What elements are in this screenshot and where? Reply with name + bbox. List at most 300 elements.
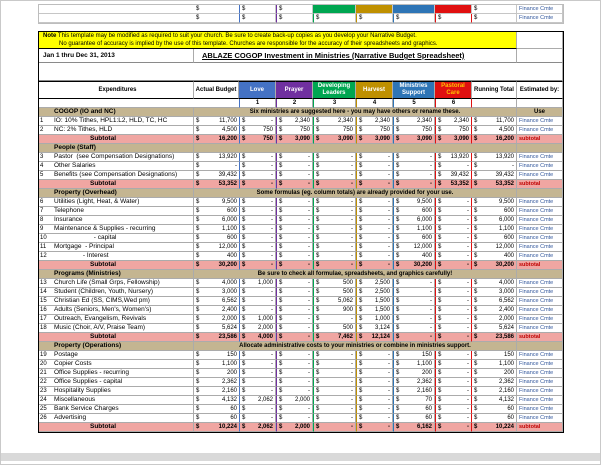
allocation-cell[interactable]	[393, 225, 435, 234]
estimated-by-cell[interactable]: Finance Cmte	[517, 162, 563, 171]
allocation-cell[interactable]	[356, 126, 393, 135]
expenditure-label[interactable]: - capital	[52, 234, 194, 243]
allocation-cell[interactable]	[239, 216, 276, 225]
running-total-cell[interactable]	[472, 225, 517, 234]
expenditure-label[interactable]: Bank Service Charges	[52, 405, 194, 414]
subtotal-allocation-cell[interactable]	[313, 135, 356, 144]
estimated-by-cell[interactable]: Finance Cmte	[517, 234, 563, 243]
subtotal-running-cell[interactable]	[472, 135, 517, 144]
allocation-cell[interactable]	[435, 414, 472, 423]
allocation-cell[interactable]	[435, 171, 472, 180]
allocation-cell[interactable]	[313, 225, 356, 234]
subtotal-allocation-cell[interactable]	[393, 180, 435, 189]
running-total-cell[interactable]	[472, 153, 517, 162]
expenditure-label[interactable]: Mortgage - Principal	[52, 243, 194, 252]
allocation-cell[interactable]	[356, 225, 393, 234]
allocation-cell[interactable]	[393, 297, 435, 306]
estimated-by-cell[interactable]: Finance Cmte	[517, 243, 563, 252]
subtotal-allocation-cell[interactable]	[239, 135, 276, 144]
expenditure-label[interactable]: Student (Children, Youth, Nursery)	[52, 288, 194, 297]
subtotal-allocation-cell[interactable]	[356, 135, 393, 144]
ministry-header[interactable]: Prayer	[276, 81, 313, 99]
allocation-cell[interactable]	[356, 243, 393, 252]
allocation-cell[interactable]	[393, 306, 435, 315]
cropped-money-cell[interactable]	[239, 5, 276, 14]
subtotal-running-cell[interactable]	[472, 180, 517, 189]
running-total-cell[interactable]	[472, 198, 517, 207]
actual-budget-cell[interactable]	[194, 153, 239, 162]
allocation-cell[interactable]	[239, 207, 276, 216]
allocation-cell[interactable]	[239, 324, 276, 333]
allocation-cell[interactable]	[313, 126, 356, 135]
allocation-cell[interactable]	[356, 351, 393, 360]
allocation-cell[interactable]	[239, 396, 276, 405]
ministry-header[interactable]: Harvest	[356, 81, 393, 99]
allocation-cell[interactable]	[276, 315, 313, 324]
estimated-by-cell[interactable]: Finance Cmte	[517, 306, 563, 315]
allocation-cell[interactable]	[313, 414, 356, 423]
estimated-by-cell[interactable]: Finance Cmte	[517, 198, 563, 207]
allocation-cell[interactable]	[435, 153, 472, 162]
allocation-cell[interactable]	[393, 387, 435, 396]
allocation-cell[interactable]	[276, 405, 313, 414]
running-total-cell[interactable]	[472, 405, 517, 414]
allocation-cell[interactable]	[313, 378, 356, 387]
estimated-by-cell[interactable]: Finance Cmte	[517, 351, 563, 360]
allocation-cell[interactable]	[276, 117, 313, 126]
allocation-cell[interactable]	[356, 378, 393, 387]
cropped-money-cell[interactable]	[276, 5, 313, 14]
subtotal-budget-cell[interactable]	[194, 261, 239, 270]
expenditure-label[interactable]: NC: 2% Tithes, HLD	[52, 126, 194, 135]
allocation-cell[interactable]	[435, 378, 472, 387]
allocation-cell[interactable]	[435, 396, 472, 405]
allocation-cell[interactable]	[393, 207, 435, 216]
allocation-cell[interactable]	[356, 315, 393, 324]
section-name[interactable]: COGOP (IO and NC)	[52, 108, 194, 117]
allocation-cell[interactable]	[313, 369, 356, 378]
allocation-cell[interactable]	[356, 396, 393, 405]
allocation-cell[interactable]	[393, 378, 435, 387]
allocation-cell[interactable]	[356, 360, 393, 369]
subtotal-allocation-cell[interactable]	[356, 261, 393, 270]
allocation-cell[interactable]	[276, 198, 313, 207]
allocation-cell[interactable]	[435, 360, 472, 369]
subtotal-allocation-cell[interactable]	[393, 333, 435, 342]
estimated-by-cell[interactable]: Finance Cmte	[517, 252, 563, 261]
allocation-cell[interactable]	[276, 153, 313, 162]
allocation-cell[interactable]	[435, 234, 472, 243]
subtotal-allocation-cell[interactable]	[435, 423, 472, 432]
running-total-cell[interactable]	[472, 315, 517, 324]
expenditure-label[interactable]: Miscellaneous	[52, 396, 194, 405]
subtotal-running-cell[interactable]	[472, 423, 517, 432]
running-total-header[interactable]: Running Total	[472, 81, 517, 99]
allocation-cell[interactable]	[239, 279, 276, 288]
running-total-cell[interactable]	[472, 243, 517, 252]
estimated-by-cell[interactable]: Finance Cmte	[517, 279, 563, 288]
actual-budget-cell[interactable]	[194, 225, 239, 234]
estimated-by-cell[interactable]: Finance Cmte	[517, 315, 563, 324]
actual-budget-header[interactable]: Actual Budget	[194, 81, 239, 99]
subtotal-allocation-cell[interactable]	[435, 180, 472, 189]
allocation-cell[interactable]	[393, 216, 435, 225]
section-name[interactable]: Property (Overhead)	[52, 189, 194, 198]
running-total-cell[interactable]	[472, 288, 517, 297]
cropped-money-cell[interactable]	[276, 14, 313, 23]
allocation-cell[interactable]	[356, 198, 393, 207]
expenditure-label[interactable]: Adults (Seniors, Men's, Women's)	[52, 306, 194, 315]
subtotal-allocation-cell[interactable]	[276, 135, 313, 144]
actual-budget-cell[interactable]	[194, 306, 239, 315]
actual-budget-cell[interactable]	[194, 324, 239, 333]
subtotal-allocation-cell[interactable]	[239, 423, 276, 432]
actual-budget-cell[interactable]	[194, 198, 239, 207]
allocation-cell[interactable]	[276, 243, 313, 252]
estimated-by-cell[interactable]: Finance Cmte	[517, 171, 563, 180]
allocation-cell[interactable]	[276, 234, 313, 243]
estimated-by-cell[interactable]: Finance Cmte	[517, 360, 563, 369]
expenditure-label[interactable]: Pastor (see Compensation Designations)	[52, 153, 194, 162]
estimated-by-cell[interactable]: Finance Cmte	[517, 225, 563, 234]
allocation-cell[interactable]	[435, 216, 472, 225]
actual-budget-cell[interactable]	[194, 351, 239, 360]
running-total-cell[interactable]	[472, 396, 517, 405]
estimated-by-cell[interactable]: Finance Cmte	[517, 288, 563, 297]
allocation-cell[interactable]	[393, 171, 435, 180]
allocation-cell[interactable]	[393, 234, 435, 243]
allocation-cell[interactable]	[313, 198, 356, 207]
allocation-cell[interactable]	[393, 126, 435, 135]
allocation-cell[interactable]	[276, 396, 313, 405]
allocation-cell[interactable]	[239, 153, 276, 162]
allocation-cell[interactable]	[276, 225, 313, 234]
actual-budget-cell[interactable]	[194, 234, 239, 243]
allocation-cell[interactable]	[276, 171, 313, 180]
cropped-money-cell[interactable]	[194, 5, 239, 14]
allocation-cell[interactable]	[276, 387, 313, 396]
section-name[interactable]: Property (Operations)	[52, 342, 194, 351]
allocation-cell[interactable]	[356, 288, 393, 297]
allocation-cell[interactable]	[356, 306, 393, 315]
actual-budget-cell[interactable]	[194, 396, 239, 405]
running-total-cell[interactable]	[472, 207, 517, 216]
allocation-cell[interactable]	[239, 171, 276, 180]
estimated-by-cell[interactable]: Finance Cmte	[517, 405, 563, 414]
subtotal-allocation-cell[interactable]	[276, 180, 313, 189]
allocation-cell[interactable]	[276, 297, 313, 306]
allocation-cell[interactable]	[276, 369, 313, 378]
allocation-cell[interactable]	[313, 234, 356, 243]
ministry-header[interactable]: Ministries Support	[393, 81, 435, 99]
expenditure-label[interactable]: Telephone	[52, 207, 194, 216]
actual-budget-cell[interactable]	[194, 360, 239, 369]
allocation-cell[interactable]	[393, 279, 435, 288]
allocation-cell[interactable]	[393, 153, 435, 162]
allocation-cell[interactable]	[239, 225, 276, 234]
expenditure-label[interactable]: Postage	[52, 351, 194, 360]
ministry-header[interactable]: Pastoral Care	[435, 81, 472, 99]
subtotal-allocation-cell[interactable]	[276, 261, 313, 270]
allocation-cell[interactable]	[313, 306, 356, 315]
allocation-cell[interactable]	[435, 243, 472, 252]
allocation-cell[interactable]	[313, 243, 356, 252]
allocation-cell[interactable]	[313, 288, 356, 297]
expenditures-header[interactable]: Expenditures	[39, 81, 194, 99]
allocation-cell[interactable]	[393, 198, 435, 207]
allocation-cell[interactable]	[356, 297, 393, 306]
allocation-cell[interactable]	[276, 279, 313, 288]
cropped-money-cell[interactable]	[393, 14, 435, 23]
allocation-cell[interactable]	[313, 360, 356, 369]
cropped-money-cell[interactable]	[472, 14, 517, 23]
allocation-cell[interactable]	[239, 297, 276, 306]
running-total-cell[interactable]	[472, 414, 517, 423]
section-name[interactable]: Programs (Ministries)	[52, 270, 194, 279]
allocation-cell[interactable]	[435, 288, 472, 297]
allocation-cell[interactable]	[356, 162, 393, 171]
allocation-cell[interactable]	[393, 360, 435, 369]
actual-budget-cell[interactable]	[194, 207, 239, 216]
estimated-by-cell[interactable]: Finance Cmte	[517, 117, 563, 126]
expenditure-label[interactable]: Hospitality Supplies	[52, 387, 194, 396]
running-total-cell[interactable]	[472, 369, 517, 378]
allocation-cell[interactable]	[239, 306, 276, 315]
allocation-cell[interactable]	[435, 369, 472, 378]
allocation-cell[interactable]	[393, 324, 435, 333]
allocation-cell[interactable]	[313, 351, 356, 360]
allocation-cell[interactable]	[435, 198, 472, 207]
subtotal-allocation-cell[interactable]	[435, 333, 472, 342]
estimated-by-cell[interactable]: Finance Cmte	[517, 378, 563, 387]
allocation-cell[interactable]	[313, 324, 356, 333]
actual-budget-cell[interactable]	[194, 288, 239, 297]
allocation-cell[interactable]	[239, 162, 276, 171]
estimated-by-cell[interactable]: Finance Cmte	[517, 216, 563, 225]
allocation-cell[interactable]	[313, 171, 356, 180]
running-total-cell[interactable]	[472, 171, 517, 180]
allocation-cell[interactable]	[239, 234, 276, 243]
allocation-cell[interactable]	[435, 315, 472, 324]
running-total-cell[interactable]	[472, 324, 517, 333]
subtotal-allocation-cell[interactable]	[435, 261, 472, 270]
allocation-cell[interactable]	[356, 117, 393, 126]
allocation-cell[interactable]	[239, 117, 276, 126]
allocation-cell[interactable]	[239, 288, 276, 297]
allocation-cell[interactable]	[393, 396, 435, 405]
allocation-cell[interactable]	[435, 162, 472, 171]
actual-budget-cell[interactable]	[194, 162, 239, 171]
allocation-cell[interactable]	[435, 225, 472, 234]
allocation-cell[interactable]	[356, 252, 393, 261]
allocation-cell[interactable]	[239, 243, 276, 252]
subtotal-allocation-cell[interactable]	[393, 261, 435, 270]
allocation-cell[interactable]	[239, 369, 276, 378]
allocation-cell[interactable]	[239, 351, 276, 360]
allocation-cell[interactable]	[313, 279, 356, 288]
actual-budget-cell[interactable]	[194, 378, 239, 387]
cropped-money-cell[interactable]	[435, 14, 472, 23]
expenditure-label[interactable]: Copier Costs	[52, 360, 194, 369]
cropped-money-cell[interactable]	[313, 14, 356, 23]
allocation-cell[interactable]	[313, 387, 356, 396]
allocation-cell[interactable]	[239, 405, 276, 414]
allocation-cell[interactable]	[239, 252, 276, 261]
sheet-title-cell[interactable]	[194, 49, 517, 63]
allocation-cell[interactable]	[313, 207, 356, 216]
allocation-cell[interactable]	[313, 315, 356, 324]
subtotal-allocation-cell[interactable]	[393, 423, 435, 432]
subtotal-allocation-cell[interactable]	[313, 333, 356, 342]
allocation-cell[interactable]	[435, 306, 472, 315]
allocation-cell[interactable]	[239, 360, 276, 369]
section-name[interactable]: People (Staff)	[52, 144, 194, 153]
expenditure-label[interactable]: Office Supplies - capital	[52, 378, 194, 387]
running-total-cell[interactable]	[472, 378, 517, 387]
allocation-cell[interactable]	[435, 252, 472, 261]
cropped-money-cell[interactable]	[472, 5, 517, 14]
allocation-cell[interactable]	[313, 153, 356, 162]
subtotal-budget-cell[interactable]	[194, 135, 239, 144]
allocation-cell[interactable]	[276, 288, 313, 297]
subtotal-allocation-cell[interactable]	[276, 423, 313, 432]
allocation-cell[interactable]	[435, 279, 472, 288]
actual-budget-cell[interactable]	[194, 315, 239, 324]
expenditure-label[interactable]: Advertising	[52, 414, 194, 423]
allocation-cell[interactable]	[356, 324, 393, 333]
cropped-money-cell[interactable]	[239, 14, 276, 23]
allocation-cell[interactable]	[435, 297, 472, 306]
ministry-header[interactable]: Developing Leaders	[313, 81, 356, 99]
expenditure-label[interactable]: Other Salaries	[52, 162, 194, 171]
allocation-cell[interactable]	[313, 405, 356, 414]
subtotal-allocation-cell[interactable]	[356, 333, 393, 342]
allocation-cell[interactable]	[435, 351, 472, 360]
estimated-by-cell[interactable]: Finance Cmte	[517, 387, 563, 396]
allocation-cell[interactable]	[435, 117, 472, 126]
actual-budget-cell[interactable]	[194, 387, 239, 396]
cropped-money-cell[interactable]	[356, 14, 393, 23]
allocation-cell[interactable]	[393, 405, 435, 414]
period-cell[interactable]: Jan 1 thru Dec 31, 2013	[39, 49, 194, 63]
actual-budget-cell[interactable]	[194, 369, 239, 378]
actual-budget-cell[interactable]	[194, 279, 239, 288]
estimated-by-cell[interactable]: Finance Cmte	[517, 324, 563, 333]
running-total-cell[interactable]	[472, 360, 517, 369]
subtotal-running-cell[interactable]	[472, 333, 517, 342]
subtotal-allocation-cell[interactable]	[239, 333, 276, 342]
expenditure-label[interactable]: Maintenance & Supplies - recurring	[52, 225, 194, 234]
actual-budget-cell[interactable]	[194, 405, 239, 414]
expenditure-label[interactable]: Christian Ed (SS, CIMS,Wed pm)	[52, 297, 194, 306]
expenditure-label[interactable]: Church Life (Small Grps, Fellowship)	[52, 279, 194, 288]
allocation-cell[interactable]	[393, 288, 435, 297]
subtotal-allocation-cell[interactable]	[239, 261, 276, 270]
running-total-cell[interactable]	[472, 117, 517, 126]
actual-budget-cell[interactable]	[194, 252, 239, 261]
running-total-cell[interactable]	[472, 351, 517, 360]
allocation-cell[interactable]	[276, 126, 313, 135]
allocation-cell[interactable]	[239, 378, 276, 387]
allocation-cell[interactable]	[356, 171, 393, 180]
allocation-cell[interactable]	[435, 207, 472, 216]
allocation-cell[interactable]	[239, 387, 276, 396]
running-total-cell[interactable]	[472, 126, 517, 135]
allocation-cell[interactable]	[435, 324, 472, 333]
allocation-cell[interactable]	[313, 297, 356, 306]
allocation-cell[interactable]	[393, 252, 435, 261]
allocation-cell[interactable]	[276, 162, 313, 171]
estimated-by-cell[interactable]: Finance Cmte	[517, 153, 563, 162]
allocation-cell[interactable]	[356, 414, 393, 423]
allocation-cell[interactable]	[313, 216, 356, 225]
actual-budget-cell[interactable]	[194, 126, 239, 135]
expenditure-label[interactable]: Outreach, Evangelism, Revivals	[52, 315, 194, 324]
actual-budget-cell[interactable]	[194, 243, 239, 252]
allocation-cell[interactable]	[435, 387, 472, 396]
allocation-cell[interactable]	[276, 360, 313, 369]
allocation-cell[interactable]	[393, 369, 435, 378]
running-total-cell[interactable]	[472, 252, 517, 261]
expenditure-label[interactable]: Benefits (see Compensation Designations)	[52, 171, 194, 180]
allocation-cell[interactable]	[239, 126, 276, 135]
estimated-by-cell[interactable]: Finance Cmte	[517, 126, 563, 135]
allocation-cell[interactable]	[356, 216, 393, 225]
allocation-cell[interactable]	[393, 414, 435, 423]
estimated-by-cell[interactable]: Finance Cmte	[517, 414, 563, 423]
allocation-cell[interactable]	[393, 243, 435, 252]
expenditure-label[interactable]: Insurance	[52, 216, 194, 225]
subtotal-running-cell[interactable]	[472, 261, 517, 270]
actual-budget-cell[interactable]	[194, 297, 239, 306]
allocation-cell[interactable]	[239, 198, 276, 207]
allocation-cell[interactable]	[356, 234, 393, 243]
ministry-header[interactable]: Love	[239, 81, 276, 99]
subtotal-budget-cell[interactable]	[194, 423, 239, 432]
actual-budget-cell[interactable]	[194, 216, 239, 225]
running-total-cell[interactable]	[472, 162, 517, 171]
subtotal-budget-cell[interactable]	[194, 333, 239, 342]
subtotal-allocation-cell[interactable]	[239, 180, 276, 189]
allocation-cell[interactable]	[276, 207, 313, 216]
allocation-cell[interactable]	[276, 324, 313, 333]
subtotal-allocation-cell[interactable]	[276, 333, 313, 342]
expenditure-label[interactable]: IO: 10% Tithes, HPL1:L2, HLD, TC, HC	[52, 117, 194, 126]
allocation-cell[interactable]	[239, 414, 276, 423]
allocation-cell[interactable]	[356, 405, 393, 414]
subtotal-allocation-cell[interactable]	[356, 423, 393, 432]
expenditure-label[interactable]: Music (Choir, A/V, Praise Team)	[52, 324, 194, 333]
allocation-cell[interactable]	[356, 207, 393, 216]
subtotal-allocation-cell[interactable]	[435, 135, 472, 144]
running-total-cell[interactable]	[472, 216, 517, 225]
expenditure-label[interactable]: - Interest	[52, 252, 194, 261]
allocation-cell[interactable]	[276, 378, 313, 387]
allocation-cell[interactable]	[393, 117, 435, 126]
allocation-cell[interactable]	[435, 126, 472, 135]
running-total-cell[interactable]	[472, 297, 517, 306]
expenditure-label[interactable]: Utilities (Light, Heat, & Water)	[52, 198, 194, 207]
estimated-by-cell[interactable]: Finance Cmte	[517, 369, 563, 378]
allocation-cell[interactable]	[276, 414, 313, 423]
allocation-cell[interactable]	[356, 369, 393, 378]
running-total-cell[interactable]	[472, 306, 517, 315]
allocation-cell[interactable]	[313, 117, 356, 126]
allocation-cell[interactable]	[276, 216, 313, 225]
allocation-cell[interactable]	[393, 162, 435, 171]
subtotal-allocation-cell[interactable]	[313, 423, 356, 432]
running-total-cell[interactable]	[472, 387, 517, 396]
